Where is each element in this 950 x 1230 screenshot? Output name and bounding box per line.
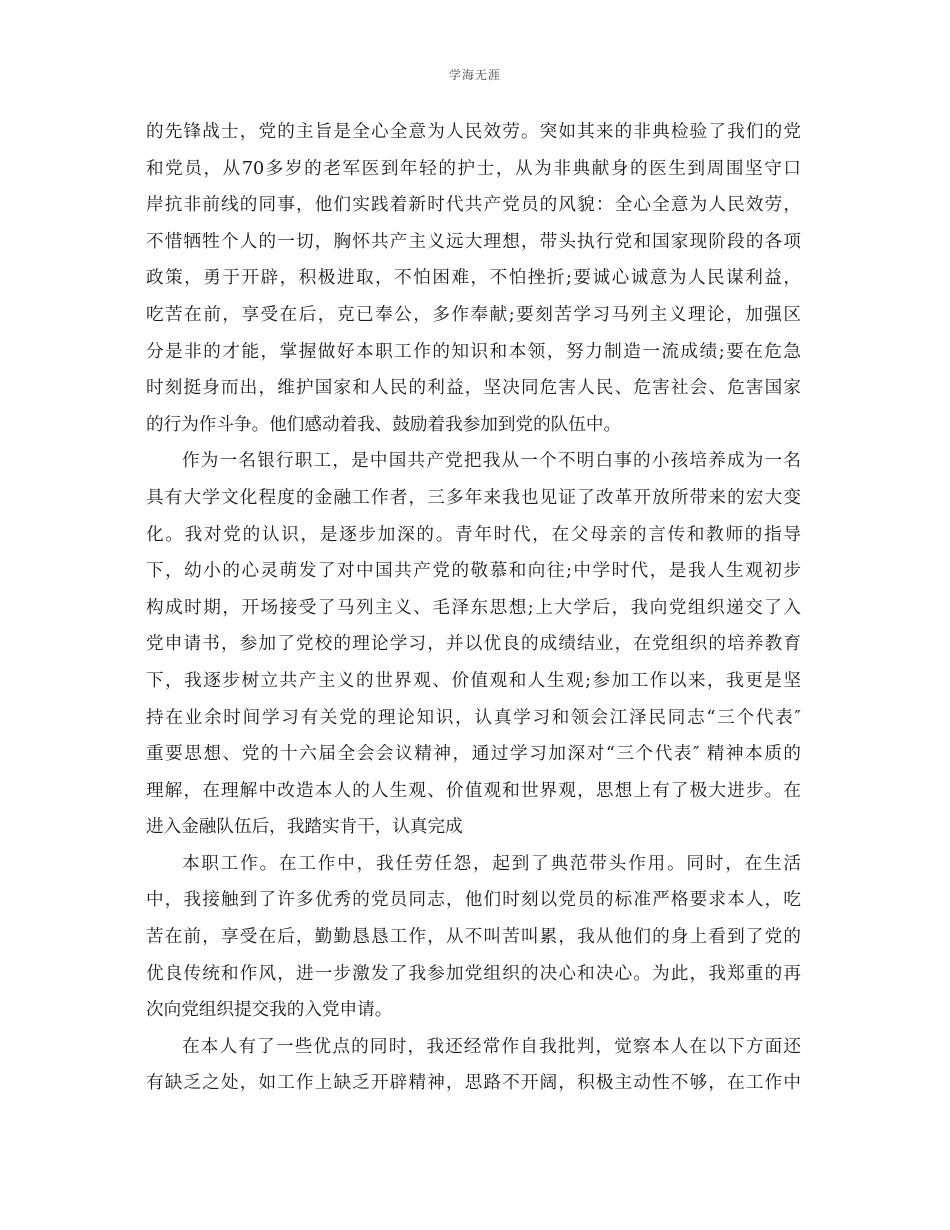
- paragraph-line: 本职工作。在工作中，我任劳任怨，起到了典范带头作用。同时，在生活: [182, 853, 801, 874]
- paragraph-line: 分是非的才能，掌握做好本职工作的知识和本领，努力制造一流成绩;要在危急: [146, 341, 801, 362]
- paragraph-line: 岸抗非前线的同事，他们实践着新时代共产党员的风貌：全心全意为人民效劳，: [146, 195, 801, 216]
- paragraph-line: 构成时期，开场接受了马列主义、毛泽东思想;上大学后，我向党组织递交了入: [146, 597, 801, 618]
- paragraph-line: 不惜牺牲个人的一切，胸怀共产主义远大理想，带头执行党和国家现阶段的各项: [146, 231, 801, 252]
- document-body: [146, 114, 801, 1102]
- paragraph-line: 苦在前，享受在后，勤勤恳恳工作，从不叫苦叫累，我从他们的身上看到了党的: [146, 927, 801, 948]
- paragraph-line: 重要思想、党的十六届全会会议精神，通过学习加深对“三个代表″ 精神本质的: [146, 744, 801, 765]
- paragraph-line: 的行为作斗争。他们感动着我、鼓励着我参加到党的队伍中。: [146, 414, 622, 435]
- page-header: 学海无涯: [448, 68, 501, 82]
- paragraph: [146, 443, 801, 846]
- paragraph-line: 时刻挺身而出，维护国家和人民的利益，坚决同危害人民、危害社会、危害国家: [146, 378, 801, 399]
- paragraph-line: 中，我接触到了许多优秀的党员同志，他们时刻以党员的标准严格要求本人，吃: [146, 890, 801, 911]
- paragraph-line: 党申请书，参加了党校的理论学习，并以优良的成绩结业，在党组织的培养教育: [146, 634, 801, 655]
- paragraph-line: 下，我逐步树立共产主义的世界观、价值观和人生观;参加工作以来，我更是坚: [146, 670, 801, 691]
- paragraph-line: 有缺乏之处，如工作上缺乏开辟精神，思路不开阔，积极主动性不够，在工作中: [146, 1073, 801, 1094]
- paragraph-line: 的先锋战士，党的主旨是全心全意为人民效劳。突如其来的非典检验了我们的党: [146, 122, 801, 142]
- paragraph-line: 具有大学文化程度的金融工作者，三多年来我也见证了改革开放所带来的宏大变: [146, 487, 801, 508]
- paragraph-line: 吃苦在前，享受在后，克已奉公，多作奉献;要刻苦学习马列主义理论，加强区: [146, 304, 801, 325]
- paragraph-line: 作为一名银行职工，是中国共产党把我从一个不明白事的小孩培养成为一名: [182, 451, 801, 472]
- paragraph-line: 和党员，从70多岁的老军医到年轻的护士，从为非典献身的医生到周围坚守口: [146, 158, 801, 179]
- paragraph-line: 化。我对党的认识，是逐步加深的。青年时代，在父母亲的言传和教师的指导: [146, 524, 801, 545]
- paragraph-line: 进入金融队伍后，我踏实肯干，认真完成: [146, 817, 463, 838]
- paragraph-line: 下，幼小的心灵萌发了对中国共产党的敬慕和向往;中学时代，是我人生观初步: [146, 561, 801, 582]
- paragraph-line: 理解，在理解中改造本人的人生观、价值观和世界观，思想上有了极大进步。在: [146, 780, 801, 801]
- paragraph: [146, 846, 801, 1029]
- paragraph-line: 在本人有了一些优点的同时，我还经常作自我批判，觉察本人在以下方面还: [182, 1036, 801, 1057]
- paragraph: [146, 1029, 801, 1102]
- paragraph-line: 政策，勇于开辟，积极进取，不怕困难，不怕挫折;要诚心诚意为人民谋利益，: [146, 268, 801, 289]
- paragraph-line: 次向党组织提交我的入党申请。: [146, 1000, 393, 1021]
- paragraph-line: 持在业余时间学习有关党的理论知识，认真学习和领会江泽民同志“三个代表″: [146, 707, 801, 728]
- paragraph: [146, 114, 801, 443]
- paragraph-line: 优良传统和作风，进一步激发了我参加党组织的决心和决心。为此，我郑重的再: [146, 963, 801, 984]
